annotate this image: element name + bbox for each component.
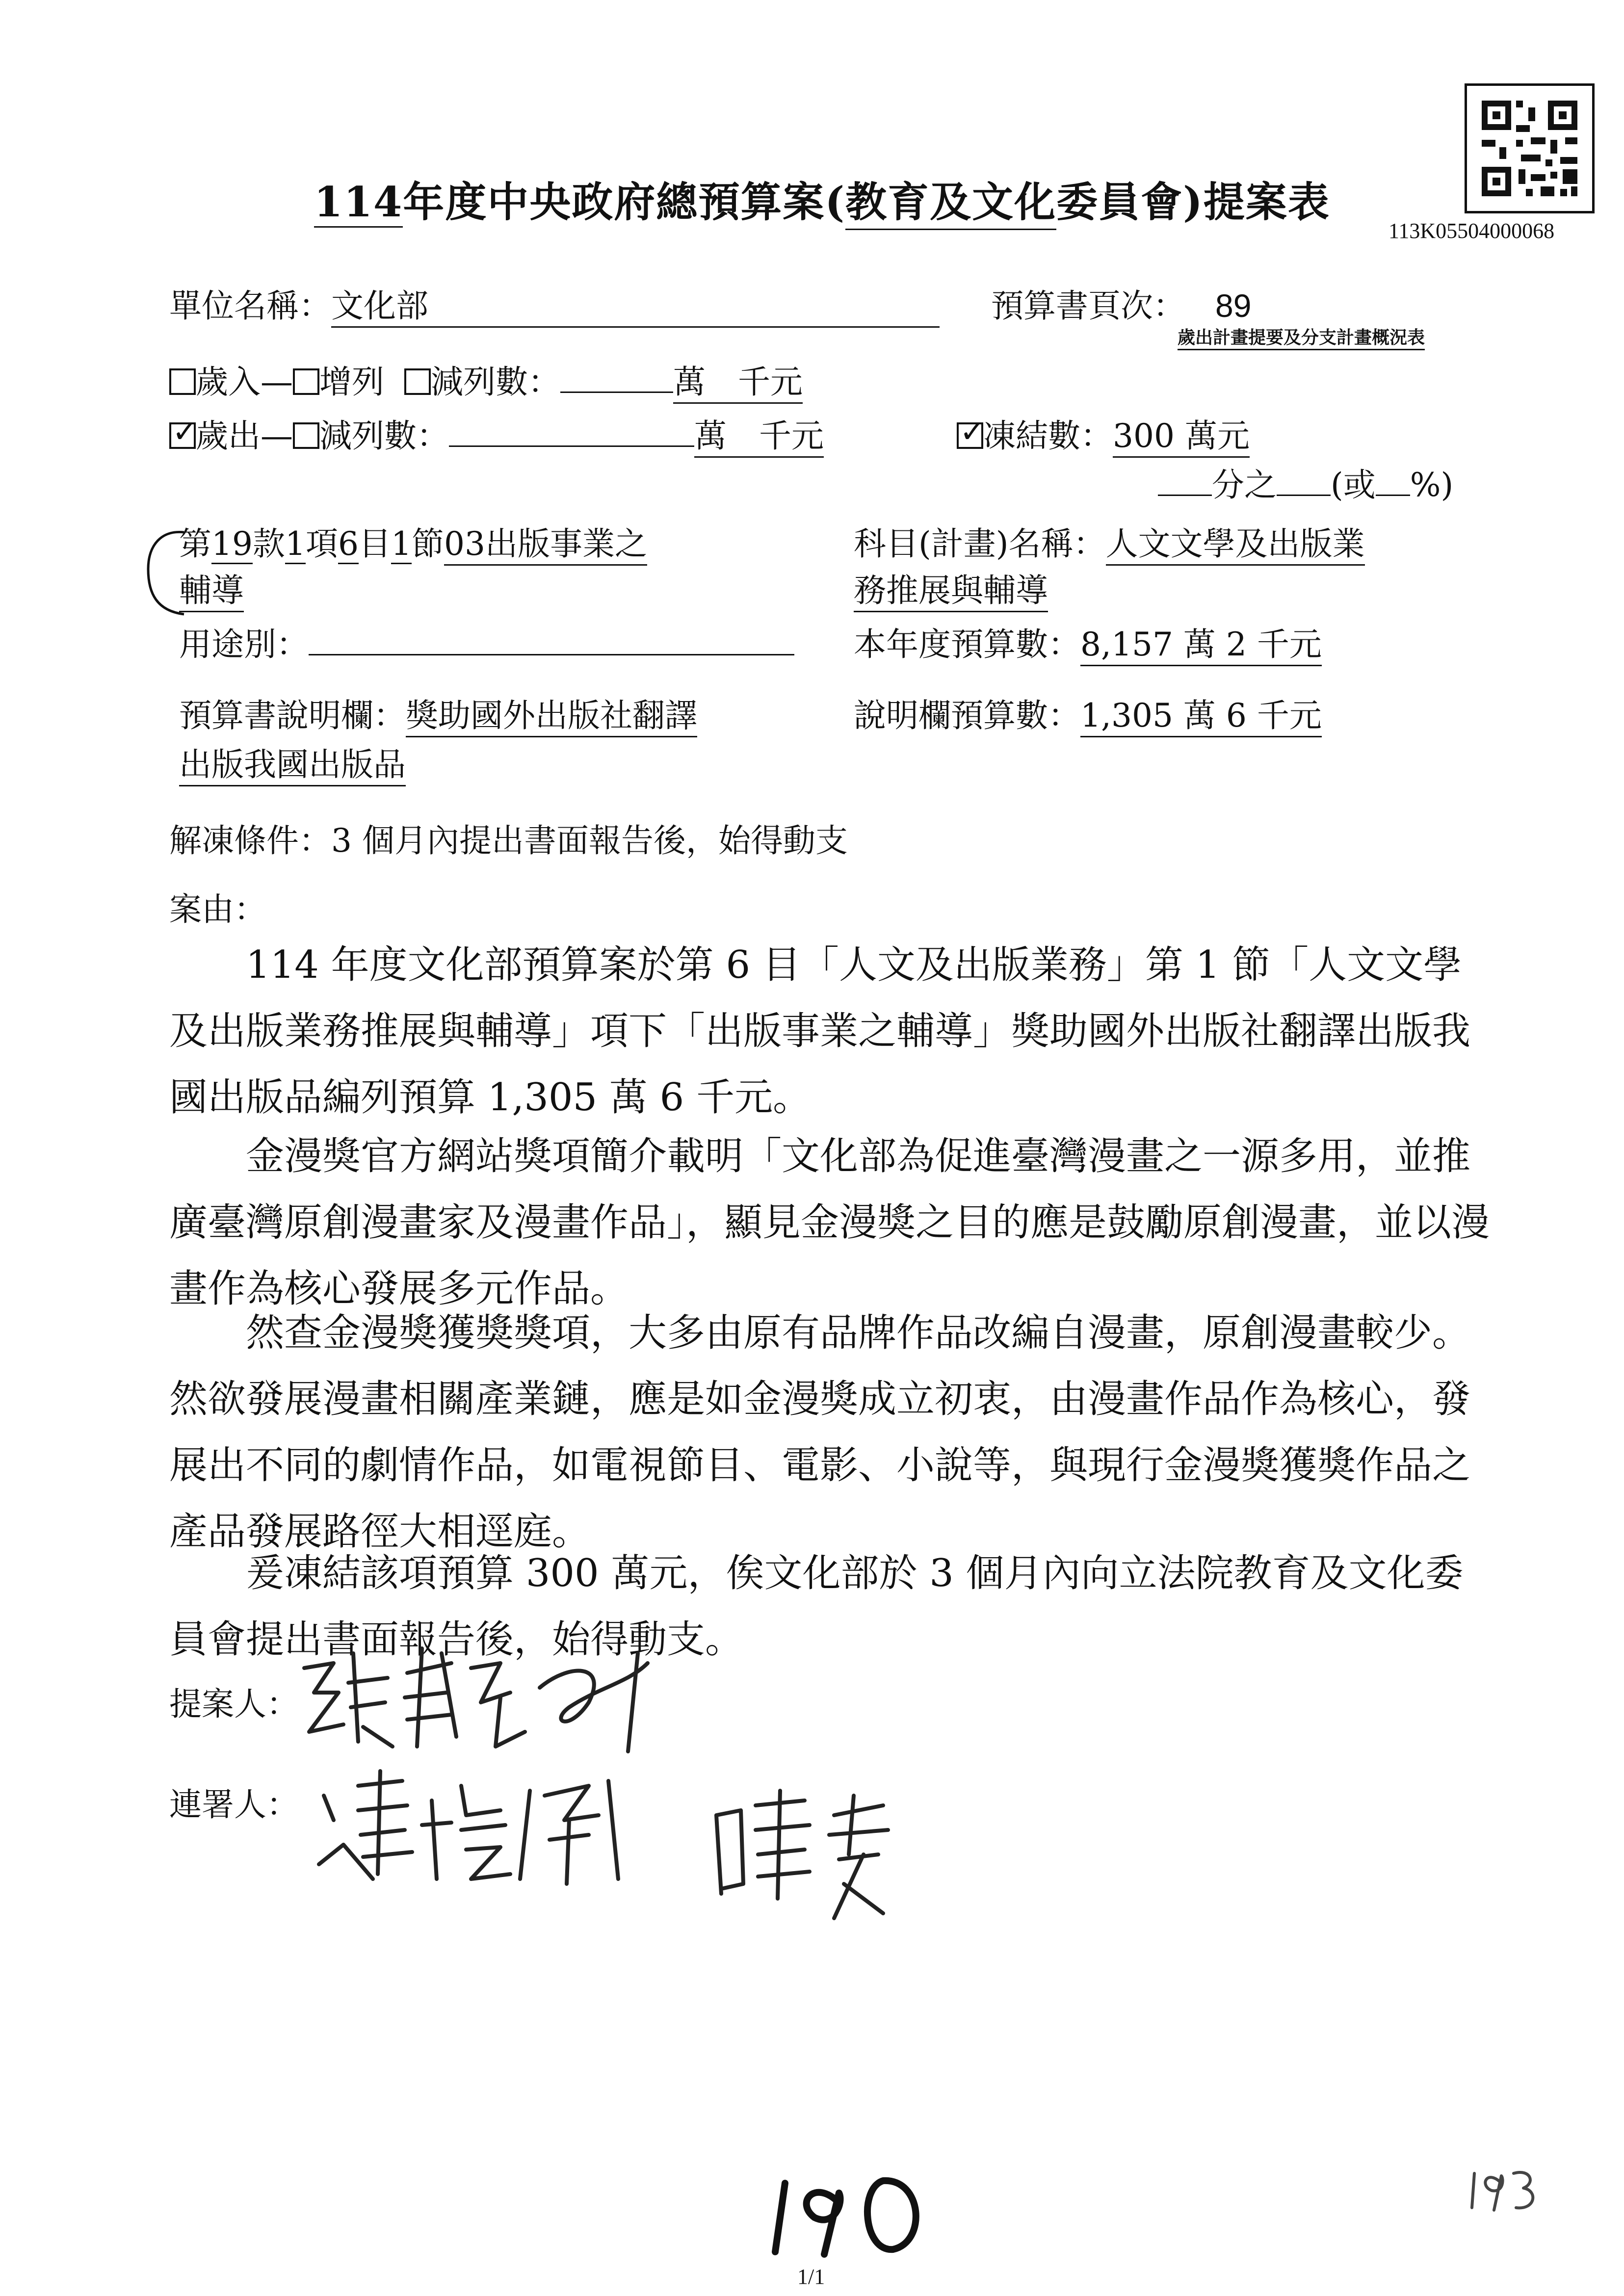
expense-decrease-checkbox[interactable] bbox=[293, 422, 319, 449]
explanation-budget-row bbox=[854, 689, 1322, 737]
handwritten-number-193 bbox=[1467, 2164, 1545, 2218]
fraction-num-blank[interactable] bbox=[1158, 495, 1212, 496]
unit-value: 文化部 bbox=[331, 280, 940, 328]
fraction-fen: 分之 bbox=[1212, 466, 1277, 504]
freeze-checkbox[interactable] bbox=[957, 422, 983, 449]
unfreeze-condition: 解凍條件：3 個月內提出書面報告後，始得動支 bbox=[169, 822, 848, 860]
subject-label: 科目(計畫)名稱： bbox=[854, 525, 1106, 563]
expense-unit: 萬 千元 bbox=[694, 410, 824, 458]
page-number: 1/1 bbox=[797, 2265, 825, 2289]
usage-blank[interactable] bbox=[309, 654, 794, 655]
explanation-line2: 出版我國出版品 bbox=[179, 738, 406, 786]
unit-row bbox=[169, 280, 940, 328]
item-mu: 6 bbox=[338, 525, 359, 564]
budget-page-value: 89 bbox=[1215, 287, 1252, 324]
title-part2: 委員會)提案表 bbox=[1056, 178, 1330, 226]
explanation-row-line2 bbox=[179, 738, 406, 786]
explanation-budget-value: 1,305 萬 6 千元 bbox=[1080, 689, 1322, 737]
usage-row bbox=[179, 618, 794, 665]
expense-prefix: 歲出— bbox=[196, 417, 293, 455]
title-committee: 教育及文化 bbox=[845, 169, 1056, 230]
usage-label: 用途別： bbox=[179, 626, 309, 663]
item-mu-label: 目 bbox=[358, 525, 391, 563]
page-title bbox=[314, 169, 1330, 230]
freeze-row bbox=[957, 410, 1250, 458]
expense-amount-blank[interactable] bbox=[449, 445, 694, 447]
qr-code-graphic bbox=[1467, 86, 1592, 211]
revenue-row bbox=[169, 356, 803, 404]
item-row-line2 bbox=[179, 564, 244, 612]
unit-label: 單位名稱： bbox=[169, 287, 331, 325]
item-jie-label: 節 bbox=[411, 525, 444, 563]
budget-page-sub-text: 歲出計畫提要及分支計畫概況表 bbox=[1178, 324, 1425, 350]
increase-label: 增列 bbox=[319, 363, 384, 401]
fraction-or: (或 bbox=[1331, 466, 1376, 504]
revenue-checkbox[interactable] bbox=[169, 368, 196, 395]
subject-row-line2 bbox=[854, 564, 1048, 612]
document-code: 113K05504000068 bbox=[1388, 219, 1555, 243]
revenue-prefix: 歲入— bbox=[196, 363, 293, 401]
proposer-label: 提案人： bbox=[169, 1685, 299, 1723]
freeze-label: 凍結數： bbox=[983, 417, 1113, 455]
qr-code bbox=[1465, 83, 1595, 213]
explanation-row bbox=[179, 689, 697, 737]
item-prefix: 第 bbox=[179, 525, 211, 563]
title-part1: 年度中央政府總預算案( bbox=[403, 178, 846, 226]
increase-checkbox[interactable] bbox=[293, 368, 319, 395]
expense-checkbox[interactable] bbox=[169, 422, 196, 449]
budget-page-row bbox=[991, 280, 1251, 326]
item-code: 03 bbox=[444, 525, 485, 563]
budget-page-label: 預算書頁次： bbox=[991, 287, 1185, 325]
cosigner-signature-1 bbox=[314, 1766, 638, 1894]
paragraph-2: 金漫獎官方網站獎項簡介載明「文化部為促進臺灣漫畫之一源多用，並推廣臺灣原創漫畫家及漫畫作品」，顯見金漫獎之目的應是鼓勵原創漫畫，並以漫畫作為核心發展多元作品。 bbox=[169, 1134, 1490, 1311]
this-year-budget-value: 8,157 萬 2 千元 bbox=[1080, 618, 1322, 666]
revenue-decrease-checkbox[interactable] bbox=[404, 368, 431, 395]
expense-row bbox=[169, 410, 824, 458]
revenue-amount-blank[interactable] bbox=[560, 391, 673, 393]
title-year: 114 bbox=[314, 178, 403, 228]
budget-page-subtitle bbox=[1178, 324, 1425, 350]
fraction-den-blank[interactable] bbox=[1277, 495, 1331, 496]
cosigner-label: 連署人： bbox=[169, 1786, 299, 1824]
reason-label: 案由： bbox=[169, 890, 266, 928]
item-kuan-label: 款 bbox=[252, 525, 285, 563]
cosigner-signature-2 bbox=[707, 1786, 913, 1923]
item-xiang: 1 bbox=[285, 525, 306, 564]
explanation-label: 預算書說明欄： bbox=[179, 697, 406, 734]
explanation-budget-label: 說明欄預算數： bbox=[854, 697, 1080, 734]
this-year-budget-label: 本年度預算數： bbox=[854, 626, 1080, 663]
item-name-line1: 出版事業之 bbox=[485, 525, 647, 563]
subject-row bbox=[854, 518, 1365, 566]
freeze-value: 300 萬元 bbox=[1113, 410, 1250, 458]
proposer-signature bbox=[294, 1634, 697, 1761]
paragraph-1: 114 年度文化部預算案於第 6 目「人文及出版業務」第 1 節「人文文學及出版業務推展與輔導」項下「出版事業之輔導」獎助國外出版社翻譯出版我國出版品編列預算 1,305 萬 6 千元。 bbox=[169, 943, 1471, 1120]
subject-line2: 務推展與輔導 bbox=[854, 564, 1048, 612]
paragraph-4: 爰凍結該項預算 300 萬元，俟文化部於 3 個月內向立法院教育及文化委員會提出書面報告後，始得動支。 bbox=[169, 1551, 1464, 1662]
this-year-budget-row bbox=[854, 618, 1322, 666]
fraction-pct: %) bbox=[1410, 466, 1454, 504]
fraction-row bbox=[1158, 459, 1453, 505]
subject-line1: 人文文學及出版業 bbox=[1106, 518, 1365, 566]
item-name-line2: 輔導 bbox=[179, 564, 244, 612]
revenue-decrease-label: 減列數： bbox=[430, 363, 560, 401]
explanation-line1: 獎助國外出版社翻譯 bbox=[406, 689, 697, 737]
item-xiang-label: 項 bbox=[305, 525, 338, 563]
item-jie: 1 bbox=[391, 525, 412, 564]
item-row bbox=[179, 518, 647, 566]
revenue-unit: 萬 千元 bbox=[673, 356, 803, 404]
fraction-pct-blank[interactable] bbox=[1376, 495, 1410, 496]
handwritten-number-190 bbox=[765, 2168, 942, 2262]
expense-decrease-label: 減列數： bbox=[319, 417, 449, 455]
item-kuan: 19 bbox=[211, 525, 253, 564]
paragraph-3: 然查金漫獎獲獎獎項，大多由原有品牌作品改編自漫畫，原創漫畫較少。然欲發展漫畫相關產業鏈，應是如金漫獎成立初衷，由漫畫作品作為核心，發展出不同的劇情作品，如電視節目、電影、小說等，與現行金漫獎獲獎作品之產品發展路徑大相逕庭。 bbox=[169, 1311, 1471, 1554]
